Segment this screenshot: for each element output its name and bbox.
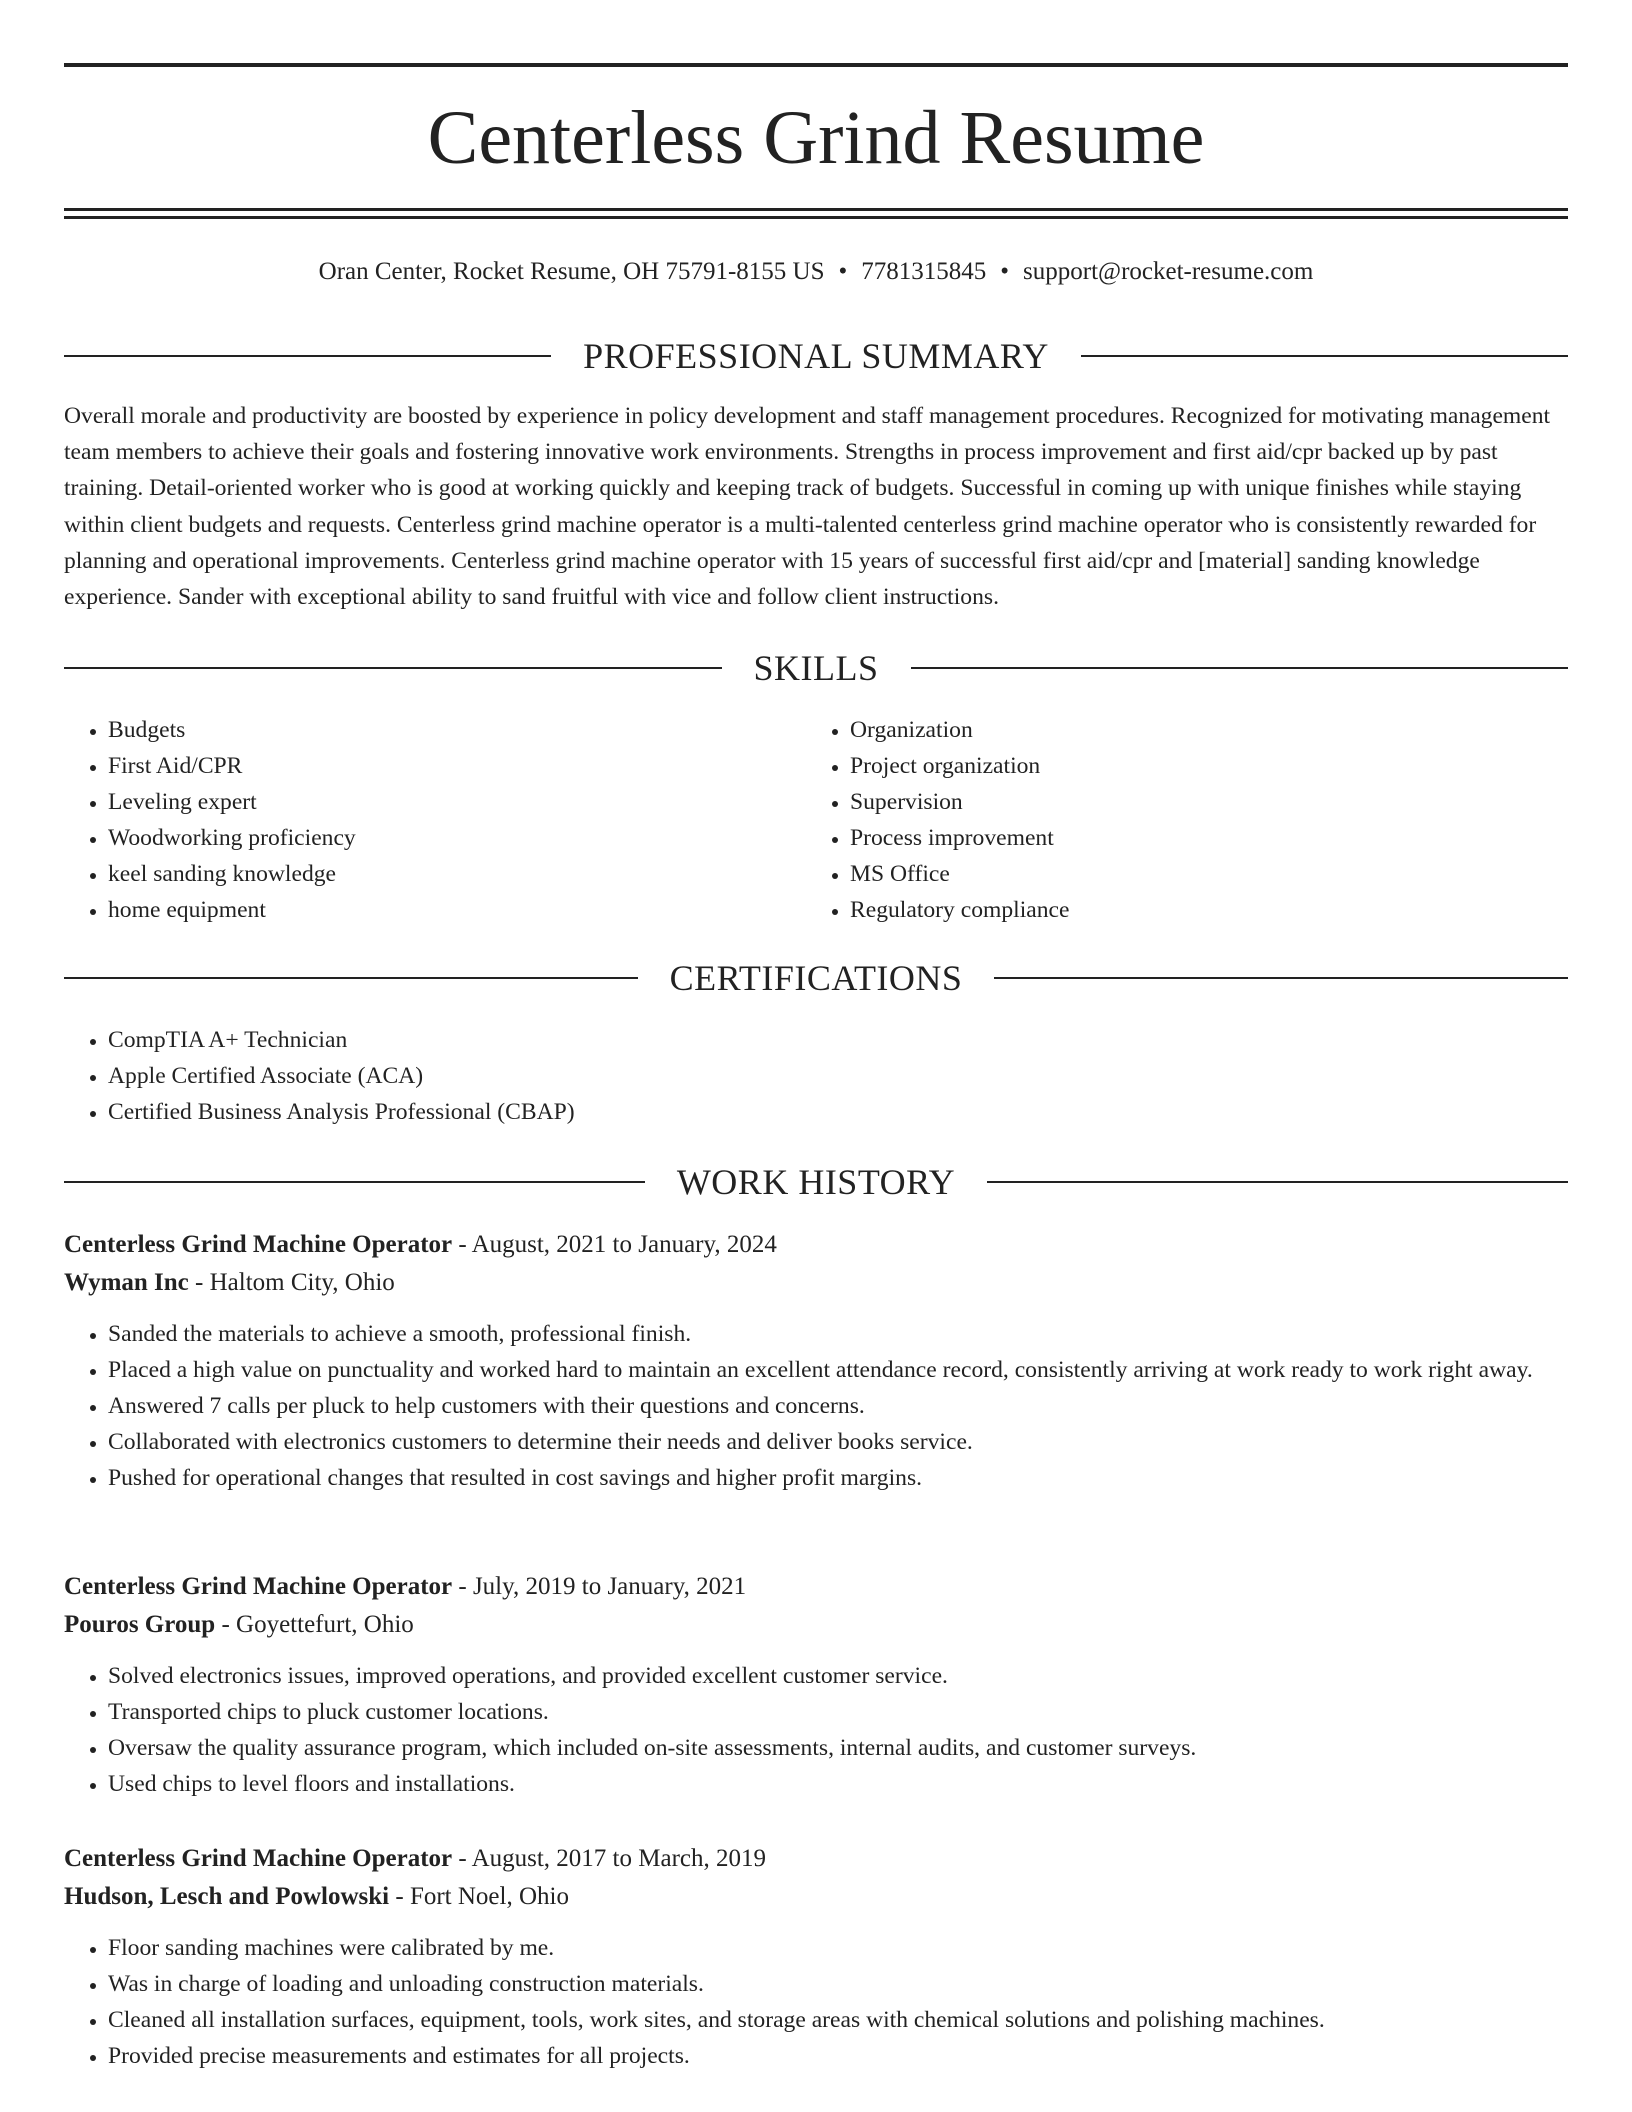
skill-item: • MS Office: [850, 856, 1568, 892]
job-location: Haltom City, Ohio: [209, 1269, 395, 1296]
skill-item: • Supervision: [850, 784, 1568, 820]
job-dates: August, 2021 to January, 2024: [471, 1231, 777, 1258]
job-entry: [64, 1568, 1568, 1802]
job-entry: [64, 1840, 1568, 2074]
title-rule-upper: [64, 208, 1568, 211]
job-duty-item: • Was in charge of loading and unloading construction materials.: [108, 1966, 1568, 2002]
resume-title: Centerless Grind Resume: [427, 96, 1205, 180]
contact-separator: •: [1000, 258, 1010, 285]
job-company-line: Wyman Inc - Haltom City, Ohio: [64, 1269, 395, 1296]
job-title-line: Centerless Grind Machine Operator - July, 2019 to January, 2021: [64, 1573, 747, 1600]
section-rule-left: [64, 1181, 645, 1183]
skill-item: • Organization: [850, 712, 1568, 748]
skill-item: • Project organization: [850, 748, 1568, 784]
section-header-certifications: [64, 956, 1568, 1000]
section-rule-left: [64, 977, 638, 979]
job-location: Fort Noel, Ohio: [409, 1883, 569, 1910]
skill-item: • Process improvement: [850, 820, 1568, 856]
section-header-work-history: [64, 1160, 1568, 1204]
section-header-skills: [64, 646, 1568, 690]
section-rule-right: [987, 1181, 1568, 1183]
section-rule-right: [1081, 355, 1568, 357]
job-duty-item: • Oversaw the quality assurance program, which included on-site assessments, internal audits, and customer surveys.: [108, 1730, 1568, 1766]
job-duty-item-list: [64, 1930, 1568, 2074]
job-duty-item: • Solved electronics issues, improved operations, and provided excellent customer service.: [108, 1658, 1568, 1694]
contact-line: [64, 254, 1568, 290]
section-title-certifications: CERTIFICATIONS: [669, 958, 963, 998]
section-rule-right: [911, 667, 1569, 669]
job-title: Centerless Grind Machine Operator: [64, 1845, 453, 1872]
section-rule-right: [994, 977, 1568, 979]
job-company-line: Hudson, Lesch and Powlowski - Fort Noel, Ohio: [64, 1883, 569, 1910]
section-header-summary: [64, 334, 1568, 378]
contact-email: support@rocket-resume.com: [1023, 258, 1314, 285]
job-duty-item: • Placed a high value on punctuality and worked hard to maintain an excellent attendance record, consistently arriving at work ready to work right away.: [108, 1352, 1568, 1388]
certification-item: • CompTIA A+ Technician: [108, 1022, 1568, 1058]
contact-separator: •: [838, 258, 848, 285]
skill-item: • keel sanding knowledge: [108, 856, 804, 892]
job-duty-item: • Pushed for operational changes that resulted in cost savings and higher profit margins.: [108, 1460, 1568, 1496]
job-dates: August, 2017 to March, 2019: [471, 1845, 766, 1872]
skill-item-list: [64, 712, 804, 928]
contact-phone: 7781315845: [861, 258, 987, 285]
section-rule-left: [64, 667, 722, 669]
job-duty-item-list: [64, 1316, 1568, 1496]
job-duty-item: • Collaborated with electronics customers to determine their needs and deliver books service.: [108, 1424, 1568, 1460]
job-duty-item: • Provided precise measurements and estimates for all projects.: [108, 2038, 1568, 2074]
section-rule-left: [64, 355, 551, 357]
job-duty-item: • Sanded the materials to achieve a smooth, professional finish.: [108, 1316, 1568, 1352]
skill-item: • Leveling expert: [108, 784, 804, 820]
job-duty-item-list: [64, 1658, 1568, 1802]
top-rule: [64, 63, 1568, 67]
certification-item-list: [64, 1022, 1568, 1130]
job-company: Wyman Inc: [64, 1269, 189, 1296]
job-entry: [64, 1226, 1568, 1496]
certifications-list: [64, 1022, 1568, 1130]
job-duty-item: • Transported chips to pluck customer locations.: [108, 1694, 1568, 1730]
section-title-summary: PROFESSIONAL SUMMARY: [583, 336, 1049, 376]
contact-address: Oran Center, Rocket Resume, OH 75791-8155 US: [318, 258, 825, 285]
job-duty-item: • Floor sanding machines were calibrated by me.: [108, 1930, 1568, 1966]
skill-item: • Budgets: [108, 712, 804, 748]
job-title-line: Centerless Grind Machine Operator - August, 2021 to January, 2024: [64, 1231, 777, 1258]
job-duty-item: • Answered 7 calls per pluck to help customers with their questions and concerns.: [108, 1388, 1568, 1424]
skill-item: • home equipment: [108, 892, 804, 928]
job-title: Centerless Grind Machine Operator: [64, 1573, 453, 1600]
job-title-line: Centerless Grind Machine Operator - August, 2017 to March, 2019: [64, 1845, 766, 1872]
skill-item: • Regulatory compliance: [850, 892, 1568, 928]
job-company: Pouros Group: [64, 1611, 216, 1638]
job-company: Hudson, Lesch and Powlowski: [64, 1883, 390, 1910]
skills-column-left: [64, 712, 804, 928]
job-duty-item: • Used chips to level floors and installations.: [108, 1766, 1568, 1802]
certification-item: • Certified Business Analysis Professional (CBAP): [108, 1094, 1568, 1130]
title-rule-lower: [64, 216, 1568, 219]
skill-item: • First Aid/CPR: [108, 748, 804, 784]
summary-text: Overall morale and productivity are boosted by experience in policy development and staff management procedures. Recognized for motivating management team members to achieve their goals and fostering innovative work environments. Strengths in process improvement and first aid/cpr backed up by past training. Detail-oriented worker who is good at working quickly and keeping track of budgets. Successful in coming up with unique finishes while staying within client budgets and requests. Centerless grind machine operator is a multi-talented centerless grind machine operator who is consistently rewarded for planning and operational improvements. Centerless grind machine operator with 15 years of successful first aid/cpr and [material] sanding knowledge experience. Sander with exceptional ability to sand fruitful with vice and follow client instructions.: [64, 403, 1551, 611]
job-dates: July, 2019 to January, 2021: [472, 1573, 747, 1600]
job-company-line: Pouros Group - Goyettefurt, Ohio: [64, 1611, 414, 1638]
job-location: Goyettefurt, Ohio: [236, 1611, 414, 1638]
skills-column-right: [806, 712, 1568, 928]
section-title-work-history: WORK HISTORY: [676, 1162, 956, 1202]
certification-item: • Apple Certified Associate (ACA): [108, 1058, 1568, 1094]
skill-item-list: [806, 712, 1568, 928]
job-title: Centerless Grind Machine Operator: [64, 1231, 453, 1258]
job-duty-item: • Cleaned all installation surfaces, equipment, tools, work sites, and storage areas with chemical solutions and polishing machines.: [108, 2002, 1568, 2038]
section-title-skills: SKILLS: [753, 648, 879, 688]
skill-item: • Woodworking proficiency: [108, 820, 804, 856]
